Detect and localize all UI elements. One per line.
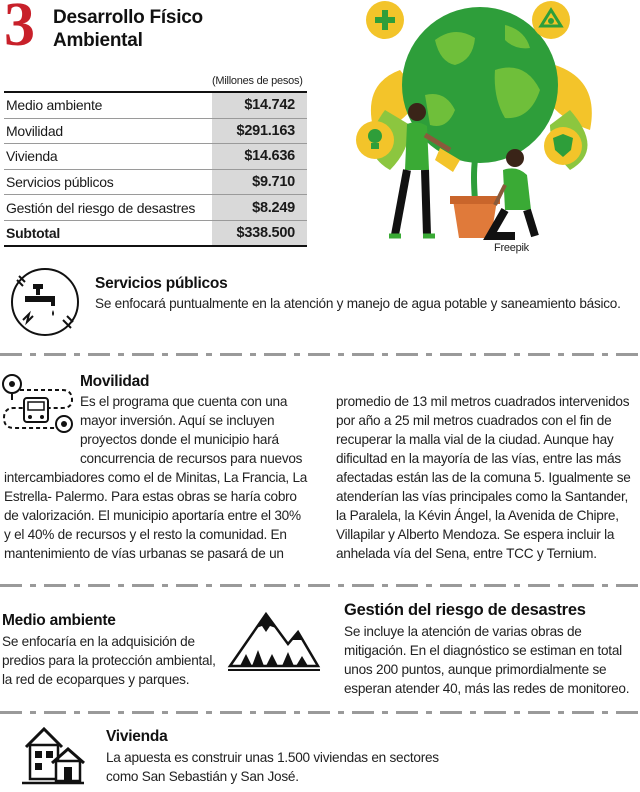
mountains-icon	[226, 604, 322, 672]
text-line: anhelada vía del Sena, entre TCC y Ternium.	[336, 546, 597, 561]
budget-table	[4, 91, 307, 247]
row-value: $291.163	[212, 119, 307, 144]
text-line: predios para la protección ambiental,	[2, 653, 216, 668]
shield-icon	[544, 127, 582, 165]
text-line: afectadas están las de la comuna 5. Igualmente se	[336, 470, 631, 485]
row-label: Medio ambiente	[6, 97, 103, 114]
row-value: $9.710	[212, 170, 307, 195]
text-line: mayor inversión. Aquí se incluyen	[80, 413, 275, 428]
water-tap-icon	[9, 266, 81, 338]
table-row	[4, 93, 307, 119]
row-value: $14.742	[212, 93, 307, 118]
row-label: Movilidad	[6, 122, 63, 139]
section-number: 3	[4, 0, 35, 59]
divider	[0, 711, 640, 714]
text-line: Es el programa que cuenta con una	[80, 394, 288, 409]
vivienda-text	[106, 748, 606, 786]
text-line: Se enfocaría en la adquisición de	[2, 634, 195, 649]
route-bus-icon	[0, 372, 76, 442]
row-value: $8.249	[212, 195, 307, 220]
total-value: $338.500	[212, 221, 307, 245]
text-line: concurrencia de recursos para nuevos	[80, 451, 303, 466]
row-label: Servicios públicos	[6, 174, 114, 191]
text-line: intercambiadores como el de Minitas, La Francia, La	[4, 470, 308, 485]
table-row	[4, 170, 307, 196]
movilidad-title: Movilidad	[80, 373, 150, 390]
row-label: Gestión del riesgo de desastres	[6, 199, 196, 216]
units-label: (Millones de pesos)	[212, 75, 303, 87]
text-line: mantenimiento de vías urbanas se pasará de un	[4, 546, 284, 561]
total-label: Subtotal	[6, 224, 60, 241]
medio-title: Medio ambiente	[2, 612, 116, 629]
servicios-text: Se enfocará puntualmente en la atención y manejo de agua potable y saneamiento básico.	[95, 296, 621, 311]
text-line: promedio de 13 mil metros cuadrados intervenidos	[336, 394, 630, 409]
gestion-title: Gestión del riesgo de desastres	[344, 601, 586, 619]
recycle-icon	[532, 1, 570, 39]
text-line: Villapilar y Alberto Mendoza. Se espera incluir la	[336, 527, 615, 542]
globe-illustration	[355, 0, 605, 258]
medio-text	[2, 632, 232, 689]
text-line: mitigación. En el diagnóstico se estiman en total	[344, 643, 622, 658]
text-line: recuperar la malla vial de la ciudad. Aunque hay	[336, 432, 614, 447]
divider	[0, 584, 640, 587]
text-line: esperan atender 40, más las redes de monitoreo.	[344, 681, 630, 696]
text-line: por año a 25 mil metros cuadrados con el fin de	[336, 413, 612, 428]
text-line: Se incluye la atención de varias obras de	[344, 624, 582, 639]
plus-icon	[366, 1, 404, 39]
text-line: unos 200 puntos, aunque primordialmente se	[344, 662, 607, 677]
table-row	[4, 119, 307, 145]
lightbulb-icon	[356, 121, 394, 159]
divider	[0, 353, 640, 356]
text-line: la Paralela, la Kévin Ángel, la Avenida de Chipre,	[336, 508, 619, 523]
table-row	[4, 195, 307, 221]
text-line: y el 40% de recursos y el resto la comunidad. En	[4, 527, 287, 542]
text-line: dificultad en la mayoría de las vías, entre las más	[336, 451, 621, 466]
text-line: de valorización. El municipio aportaría entre el 30%	[4, 508, 301, 523]
section-title: Desarrollo Físico Ambiental	[53, 7, 203, 51]
movilidad-text-left	[4, 468, 334, 563]
text-line: la red de ecoparques y parques.	[2, 672, 190, 687]
text-line: atenderían las vías principales como la Santander,	[336, 489, 629, 504]
text-line: como San Sebastián y San José.	[106, 769, 299, 784]
servicios-title: Servicios públicos	[95, 275, 228, 292]
movilidad-text-right	[336, 392, 636, 563]
gestion-text	[344, 622, 639, 698]
table-total-row	[4, 221, 307, 247]
image-credit: Freepik	[494, 242, 529, 254]
houses-icon	[20, 721, 86, 787]
text-line: proyectos donde el municipio hará	[80, 432, 279, 447]
text-line: Estrella- Palermo. Para estas obras se haría cobro	[4, 489, 297, 504]
row-value: $14.636	[212, 144, 307, 169]
row-label: Vivienda	[6, 148, 58, 165]
table-row	[4, 144, 307, 170]
text-line: La apuesta es construir unas 1.500 viviendas en sectores	[106, 750, 439, 765]
vivienda-title: Vivienda	[106, 728, 168, 745]
movilidad-text-intro	[80, 392, 330, 468]
